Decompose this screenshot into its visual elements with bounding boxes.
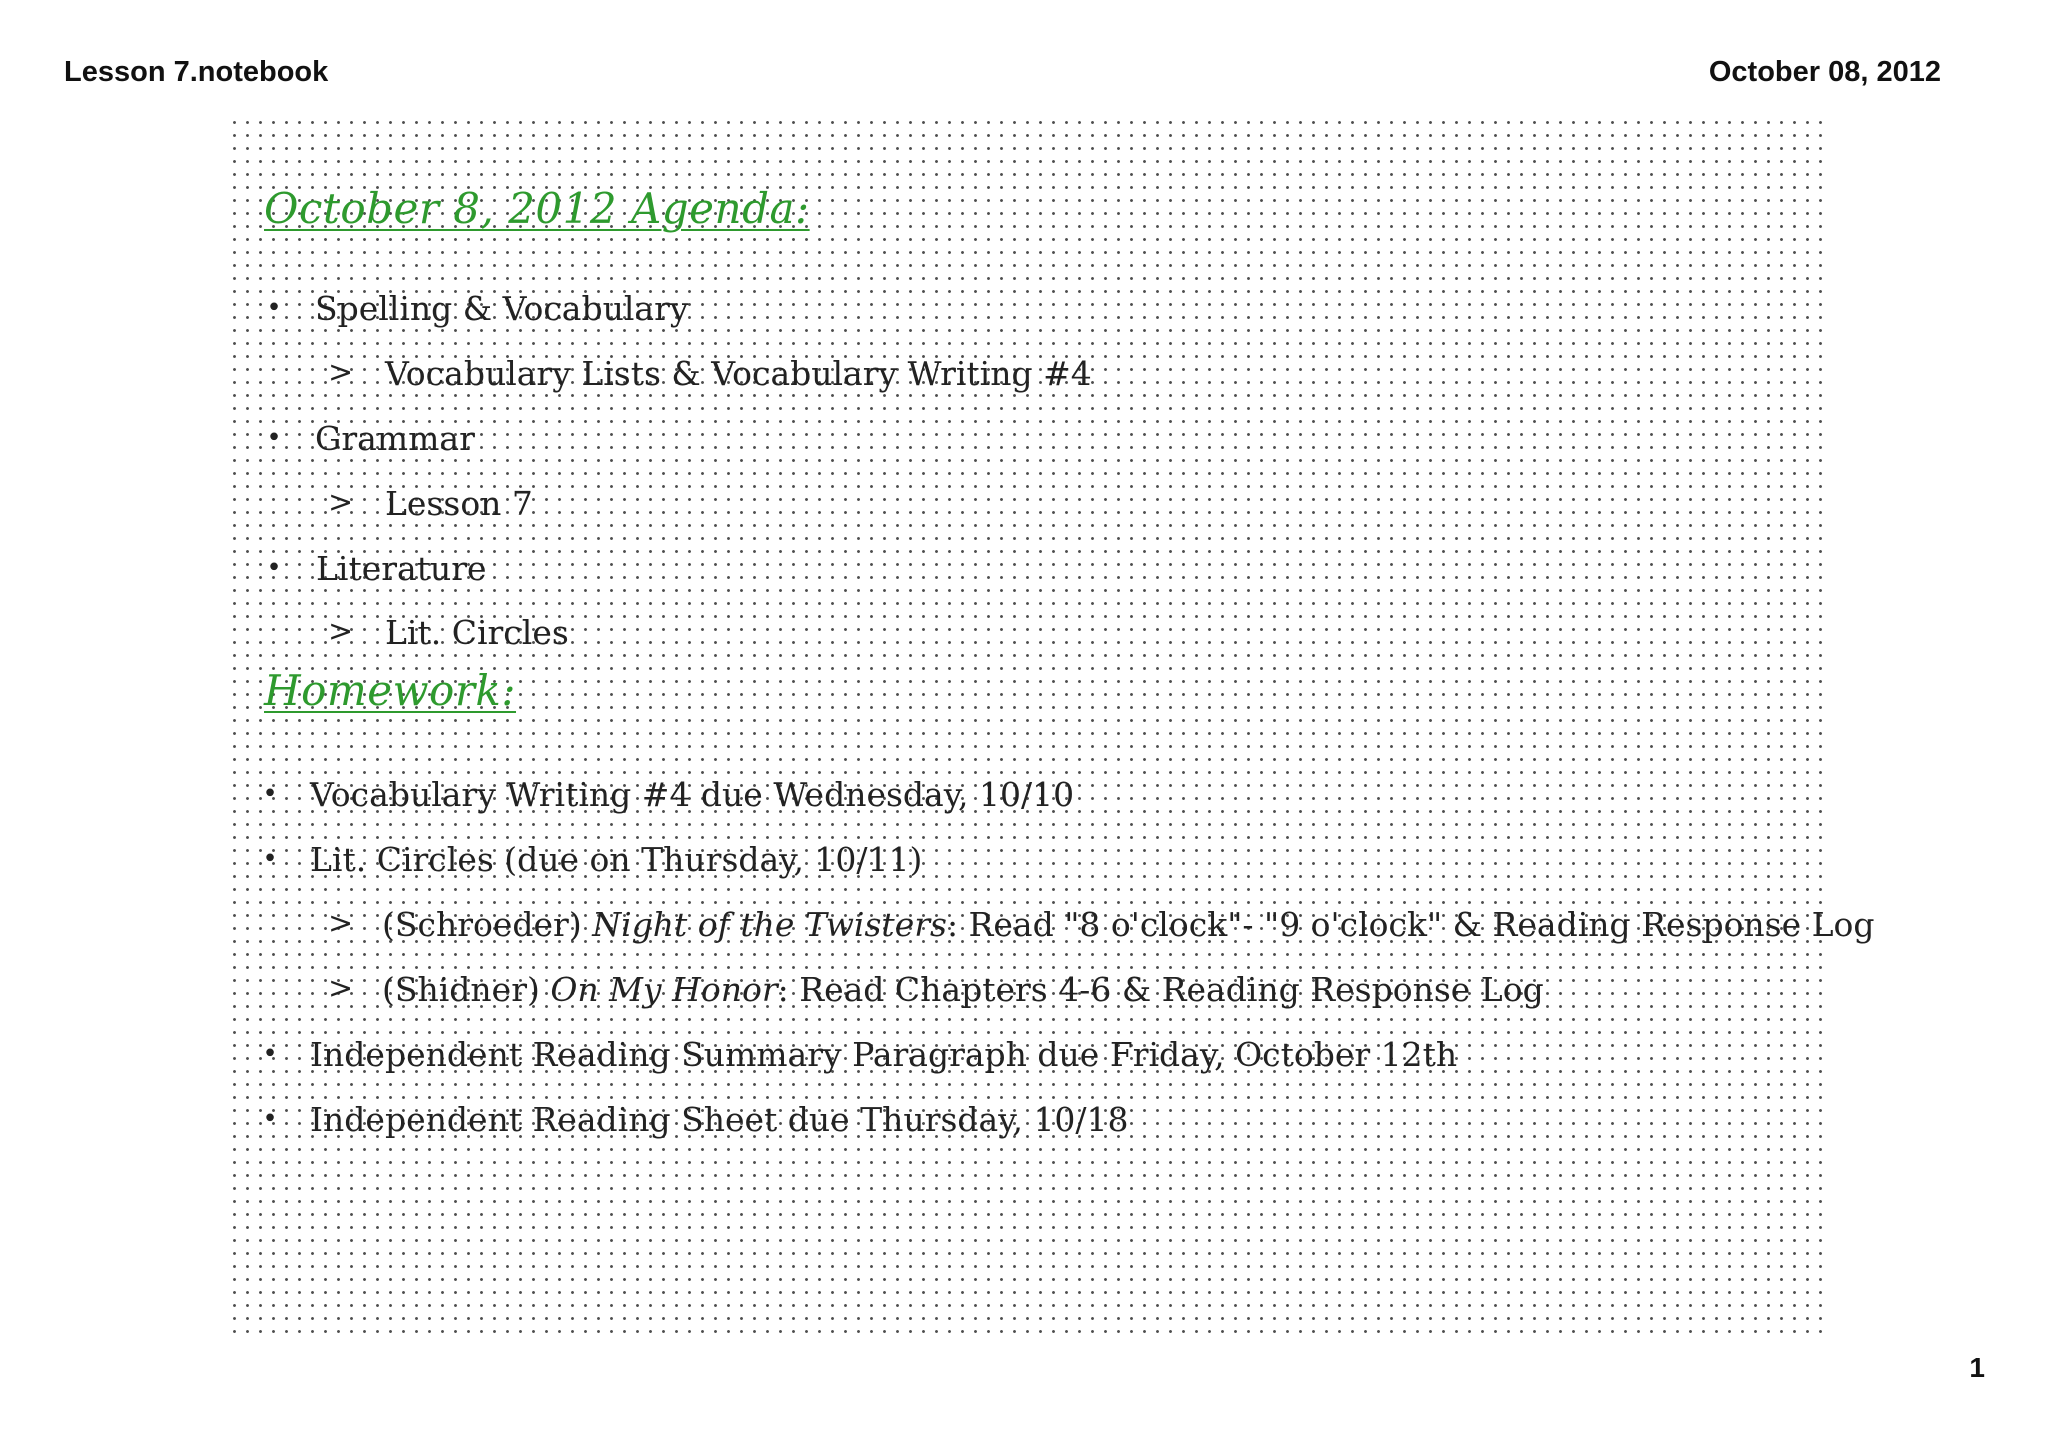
list-item-text: Lit. Circles [385, 612, 569, 652]
book-title: On My Honor [539, 969, 778, 1009]
chevron-right-icon: > [328, 906, 354, 941]
list-item-text: Vocabulary Lists & Vocabulary Writing #4 [385, 353, 1092, 393]
chevron-right-icon: > [328, 355, 354, 390]
list-item-text: Grammar [315, 418, 475, 458]
list-item-text: Literature [316, 548, 487, 588]
homework-heading: Homework: [264, 666, 517, 715]
bullet-icon: • [262, 779, 278, 809]
list-item-text: Lesson 7 [385, 483, 533, 523]
chevron-right-icon: > [328, 614, 354, 649]
page-number: 1 [1969, 1352, 1985, 1383]
assignment-text: : Read "8 o'clock"- "9 o'clock" & Reading Response Log [946, 904, 1875, 944]
assignment-text: : Read Chapters 4-6 & Reading Response Log [777, 969, 1544, 1009]
list-item-text: Independent Reading Summary Paragraph due Friday, October 12th [310, 1034, 1458, 1074]
chevron-right-icon: > [328, 485, 354, 520]
notebook-title: Lesson 7.notebook [64, 56, 329, 88]
book-title: Night of the Twisters [581, 904, 947, 944]
bullet-icon: • [266, 293, 282, 323]
list-item-text: Independent Reading Sheet due Thursday, 10/18 [310, 1099, 1129, 1139]
teacher-name: (Schroeder) [382, 904, 582, 944]
list-item-text: Spelling & Vocabulary [315, 288, 689, 328]
bullet-icon: • [266, 553, 282, 583]
list-item-text: Lit. Circles (due on Thursday, 10/11) [310, 839, 923, 879]
bullet-icon: • [262, 1039, 278, 1069]
teacher-name: (Shidner) [382, 969, 540, 1009]
list-item-text: Vocabulary Writing #4 due Wednesday, 10/10 [310, 774, 1075, 814]
bullet-icon: • [262, 844, 278, 874]
chevron-right-icon: > [328, 971, 354, 1006]
page-date: October 08, 2012 [1708, 56, 1941, 88]
notebook-slide [228, 116, 1875, 1334]
bullet-icon: • [262, 1104, 278, 1134]
agenda-heading: October 8, 2012 Agenda: [264, 184, 810, 233]
bullet-icon: • [266, 423, 282, 453]
